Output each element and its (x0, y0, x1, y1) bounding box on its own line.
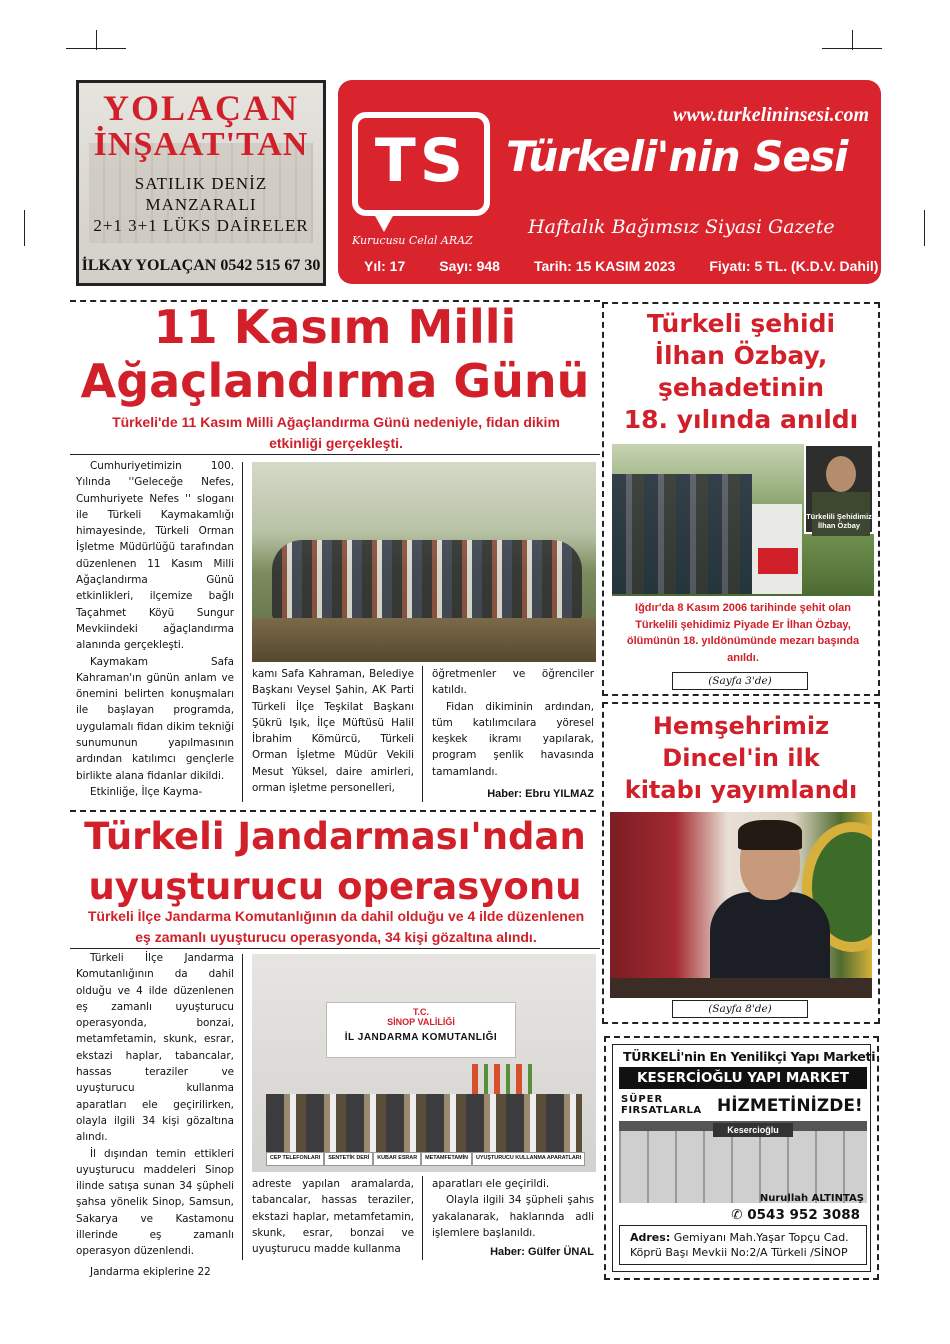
sidebar2-title-line: Dincel'in ilk (662, 744, 820, 772)
sidebar1-page-ref: (Sayfa 3'de) (672, 672, 808, 690)
ad-offer-line: SATILIK DENİZ MANZARALI (134, 174, 268, 214)
mourners-image (612, 474, 752, 594)
sidebar2-title-line: kitabı yayımlandı (624, 776, 858, 804)
sidebar1-title-line: 18. yılında anıldı (623, 405, 859, 434)
banner-line: İL JANDARMA KOMUTANLIĞI (344, 1032, 498, 1043)
sidebar1-caption: Iğdır'da 8 Kasım 2006 tarihinde şehit olan Türkelili şehidimiz Piyade Er İlhan Özbay, ölümünün 18. yıldönümünde mezarı başında anıldı. (626, 602, 860, 664)
masthead (338, 80, 881, 284)
memorial-photo (612, 444, 874, 596)
crop-mark (96, 30, 97, 50)
article2-byline: Haber: Gülfer ÜNAL (490, 1246, 594, 1258)
article2-paragraph: Türkeli İlçe Jandarma Komutanlığının da dahil olduğu ve 4 ilde düzenlenen eş zamanlı uyuşturucu operasyonda, bonzai, metamfetamin, skunk, esrar, ekstazi haplar, tabancalar, hassas teraziler ve uyuşturucu kullanma aparatları ele geçirilirken, olayla ilgili 34 kişi gözaltına alındı. (76, 952, 234, 1144)
newspaper-tagline: Haftalık Bağımsız Siyasi Gazete (528, 216, 835, 238)
tree-planting-photo (252, 462, 596, 662)
item-label: SENTETİK DERİ (324, 1152, 373, 1166)
issue-date: Tarih: 15 KASIM 2023 (533, 258, 676, 274)
column-divider (422, 1176, 423, 1260)
gendarmerie-banner (326, 1002, 516, 1058)
drug-seizure-photo (252, 954, 596, 1172)
article1-paragraph: Fidan dikiminin ardından, tüm katılımcılara yöresel keşkek ikramı yapılarak, program şenlik havasında tamamlandı. (432, 700, 594, 778)
issue-info-bar (338, 258, 881, 274)
article1-title-line2: Ağaçlandırma Günü (80, 354, 590, 408)
article1-title-line1: 11 Kasım Milli (153, 300, 517, 354)
portrait-face (826, 456, 856, 492)
article1-paragraph: Etkinliğe, İlçe Kayma- (90, 785, 203, 798)
article2-paragraph: aparatları ele geçirildi. (432, 1178, 550, 1190)
seized-items-image (266, 1094, 582, 1154)
article1-paragraph: Cumhuriyetimizin 100. Yılında ''Geleceğe Nefes, Cumhuriyete Nefes '' sloganı ile Türkeli Kaymakamlığı himayesinde, Türkeli Orman İşletme Müdürlüğü tarafından düzenlenen 11 Kasım Milli Ağaçlandırma Günü etkinlikleri, ilçemize bağlı Taçahmet Köyü Sungur Mevkiindeki ağaçlandırma alanında gerçekleşti. (76, 460, 234, 652)
article2-title-line2: uyuşturucu operasyonu (88, 865, 582, 908)
ad-super: SÜPER (621, 1094, 664, 1105)
sidebar2-page-ref: (Sayfa 8'de) (672, 1000, 808, 1018)
seized-item-labels (266, 1152, 582, 1166)
store-sign: Kesercioğlu (713, 1123, 793, 1137)
sidebar1-title-line: İlhan Özbay, (654, 341, 828, 370)
crop-mark (852, 30, 853, 50)
article1-paragraph: Kaymakam Safa Kahraman'ın günün anlam ve önemini belirten konuşmaları ile başlayan programda, uygulamalı fidan dikim tekniği sunumunun yapılmasının ardından katılımcı gençlerle birlikte alana fidanlar dikildi. (76, 655, 234, 782)
crop-mark (24, 210, 25, 246)
sidebar2-title (604, 710, 878, 806)
article1-column-2 (252, 666, 414, 796)
portrait-caption-line: İlhan Özbay (817, 521, 861, 530)
ts-logo (352, 112, 490, 216)
crop-mark (822, 48, 882, 49)
article2-title-line1: Türkeli Jandarması'ndan (84, 815, 586, 858)
banner-line: SİNOP VALİLİĞİ (387, 1017, 455, 1027)
article2-paragraph: İl dışından temin ettikleri uyuşturucu maddeleri Sinop ilinde satışa sunan 34 şüpheli şahsa yönelik Sinop, Samsun, Sakarya ve Kastamonu illerinde eş zamanlı operasyon düzenlendi. (76, 1147, 234, 1258)
article1-column-1 (76, 458, 234, 800)
ad-company-name: YOLAÇAN (102, 88, 299, 128)
real-estate-ad (76, 80, 326, 286)
author-photo (610, 812, 872, 998)
article1-deck: Türkeli'de 11 Kasım Milli Ağaçlandırma Günü nedeniyle, fidan dikim etkinliği gerçekleşti. (112, 414, 560, 451)
article2-paragraph: Olayla ilgili 34 şüpheli şahıs yakalanarak, haklarında adli işlemlere başlanıldı. (432, 1194, 594, 1239)
sidebar1-title-line: Türkeli şehidi (646, 309, 836, 338)
crop-mark (924, 210, 925, 246)
author-hair (738, 820, 802, 850)
issue-year: Yıl: 17 (364, 258, 406, 274)
ad-store-name: KESERCİOĞLU YAPI MARKET (619, 1067, 867, 1089)
article2-deck: Türkeli İlçe Jandarma Komutanlığının da dahil olduğu ve 4 ilde düzenlenen eş zamanlı uyuşturucu operasyonda, 34 kişi gözaltına alındı. (87, 908, 585, 945)
hardware-store-ad (604, 1036, 879, 1280)
crowd-image (272, 540, 582, 620)
article2-paragraph: adreste yapılan aramalarda, tabancalar, hassas teraziler, ekstazi haplar, metamfetamin, skunk, esrar, bonzai ve uyuşturucu madde kullanma (252, 1178, 414, 1256)
turkish-flag-icon (758, 548, 798, 574)
website-url: www.turkelininsesi.com (673, 104, 869, 126)
speech-bubble-tail-icon (374, 214, 394, 232)
ad-inner-frame (612, 1044, 876, 1272)
ad-owner: Nurullah ALTINTAŞ (759, 1193, 864, 1204)
article2-column-1 (76, 950, 234, 1280)
article2-column-2 (252, 1176, 414, 1257)
issue-price: Fiyatı: 5 TL. (K.D.V. Dahil) (709, 258, 879, 274)
item-label: METAMFETAMİN (421, 1152, 472, 1166)
phone-icon: ✆ (731, 1207, 743, 1223)
column-divider (242, 954, 243, 1260)
ad-service: HİZMETİNİZDE! (717, 1096, 863, 1116)
ground-image (252, 618, 596, 662)
sidebar1-title-line: şehadetinin (657, 373, 825, 402)
item-label: UYUŞTURUCU KULLANMA APARATLARI (472, 1152, 585, 1166)
divider (70, 948, 600, 949)
article1-paragraph: öğretmenler ve öğrenciler katıldı. (432, 668, 594, 697)
address-line: Köprü Başı Mevkii No:2/A Türkeli /SİNOP (630, 1246, 848, 1259)
banner-line: T.C. (412, 1007, 429, 1017)
issue-number: Sayı: 948 (439, 258, 500, 274)
article2-column-3 (432, 1176, 594, 1241)
ad-contact: İLKAY YOLAÇAN 0542 515 67 30 (81, 257, 321, 274)
article2-title (72, 812, 598, 912)
column-divider (242, 462, 243, 802)
portrait-caption (806, 512, 872, 530)
sidebar1-title (604, 308, 878, 436)
article1-column-3 (432, 666, 594, 780)
portrait-caption-line: Türkelili Şehidimiz (806, 512, 872, 521)
martyr-portrait (804, 444, 874, 534)
item-label: CEP TELEFONLARI (266, 1152, 324, 1166)
address-label: Adres: (630, 1231, 671, 1244)
logo-text: TS (374, 126, 468, 196)
column-divider (422, 666, 423, 802)
newspaper-name: Türkeli'nin Sesi (506, 132, 848, 181)
article2-paragraph: Jandarma ekiplerine 22 (90, 1265, 211, 1278)
desk-image (610, 978, 872, 998)
ad-units-line: 2+1 3+1 LÜKS DAİRELER (93, 216, 309, 235)
ad-company-suffix: İNŞAAT'TAN (93, 126, 309, 163)
ad-phone-number: 0543 952 3088 (747, 1207, 860, 1223)
address-line: Gemiyanı Mah.Yaşar Topçu Cad. (673, 1231, 849, 1244)
item-label: KUBAR ESRAR (373, 1152, 421, 1166)
ad-address (619, 1225, 867, 1265)
divider (70, 454, 600, 455)
article1-paragraph: kamı Safa Kahraman, Belediye Başkanı Veysel Şahin, AK Parti Türkeli İlçe Teşkilat Başkanı Şükrü Işık, İlçe Müftüsü Halil İbrahim Kömürcü, Türkeli Orman İşletme Müdür Vekili Mesut Yüksel, daire amirleri, orman işletme personelleri, (252, 668, 414, 795)
crop-mark (66, 48, 126, 49)
article1-byline: Haber: Ebru YILMAZ (487, 788, 594, 800)
ad-phone (731, 1207, 860, 1223)
ad-headline: TÜRKELİ'nin En Yenilikçi Yapı Marketi (623, 1049, 876, 1064)
sidebar2-title-line: Hemşehrimiz (652, 712, 830, 740)
article1-title (72, 300, 598, 408)
founder-line: Kurucusu Celal ARAZ (352, 234, 473, 247)
ad-deals: FIRSATLARLA (621, 1105, 702, 1116)
